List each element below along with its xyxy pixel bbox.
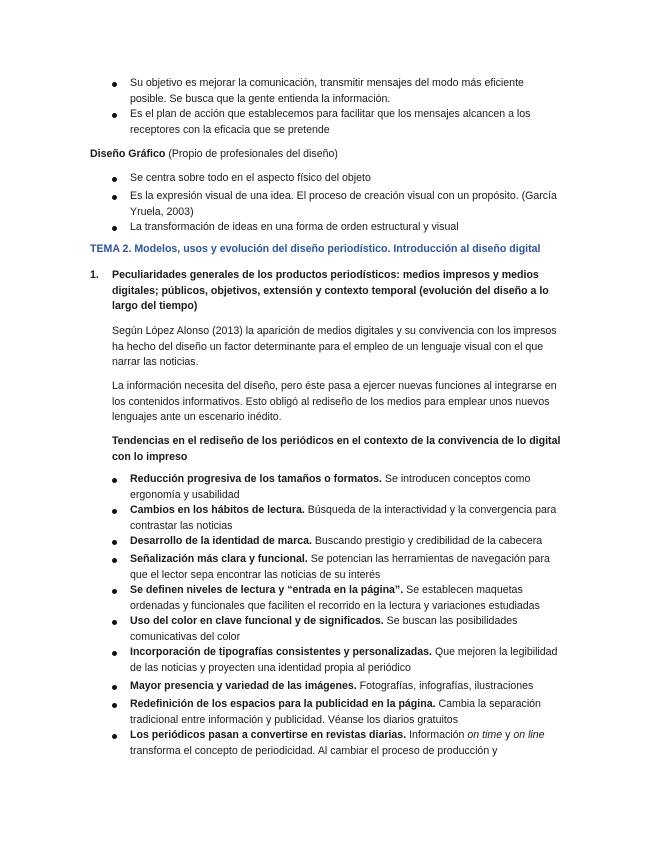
diseno-bullet-1: Se centra sobre todo en el aspecto físico del objeto [130, 172, 371, 184]
tema-heading: TEMA 2. Modelos, usos y evolución del diseño periodístico. Introducción al diseño digital [90, 243, 541, 255]
bullet [112, 177, 117, 182]
bullet [112, 82, 117, 87]
section-title: Peculiaridades generales de los productos periodísticos: medios impresos y medios digitales; públicos, objetivos, extensión y contexto temporal (evolución del diseño a lo largo del tiempo) [112, 269, 549, 313]
bullet [112, 540, 117, 545]
tendencia-item-9: Redefinición de los espacios para la publicidad en la página. Cambia la separación tradicional entre información y publicidad. Véanse los diarios gratuitos [130, 698, 541, 726]
tendencia-item-3: Desarrollo de la identidad de marca. Buscando prestigio y credibilidad de la cabecera [130, 535, 543, 547]
tendencia-item-7: Incorporación de tipografías consistentes y personalizadas. Que mejoren la legibilidad de las noticias y proyecten una identidad propia al periódico [130, 646, 558, 674]
tendencia-item-10: Los periódicos pasan a convertirse en revistas diarias. Información on time y on line transforma el concepto de periodicidad. Al cambiar el proceso de producción y [130, 729, 545, 757]
paragraph-1: Según López Alonso (2013) la aparición de medios digitales y su convivencia con los impresos ha hecho del diseño un factor determinante para el empleo de un lenguaje visual con el que narrar las noticias. [112, 325, 557, 369]
diseno-bullet-2: Es la expresión visual de una idea. El proceso de creación visual con un propósito. (García Yruela, 2003) [130, 190, 557, 218]
bullet [112, 478, 117, 483]
diseno-grafico-heading-line [90, 147, 570, 163]
tendencia-item-1: Reducción progresiva de los tamaños o formatos. Se introducen conceptos como ergonomía y usabilidad [130, 473, 531, 501]
tendencias-heading: Tendencias en el rediseño de los periódicos en el contexto de la convivencia de lo digital con lo impreso [112, 435, 561, 463]
intro-bullet-2: Es el plan de acción que establecemos para facilitar que los mensajes alcancen a los receptores con la eficacia que se pretende [130, 108, 531, 136]
diseno-grafico-heading: Diseño Gráfico [90, 148, 166, 160]
paragraph-2: La información necesita del diseño, pero éste pasa a ejercer nuevas funciones al integrarse en los contenidos informativos. Esto obligó al rediseño de los medios para emplear unos nuevos lenguajes ante un escenario inédito. [112, 380, 557, 424]
tendencia-item-2: Cambios en los hábitos de lectura. Búsqueda de la interactividad y la convergencia para contrastar las noticias [130, 504, 557, 532]
diseno-grafico-note: (Propio de profesionales del diseño) [168, 148, 338, 160]
tendencia-item-4: Señalización más clara y funcional. Se potencian las herramientas de navegación para que el lector sepa encontrar las noticias de su interés [130, 553, 550, 581]
bullet [112, 589, 117, 594]
bullet [112, 685, 117, 690]
bullet [112, 620, 117, 625]
bullet [112, 558, 117, 563]
bullet [112, 509, 117, 514]
bullet [112, 226, 117, 231]
section-number: 1. [90, 269, 99, 281]
bullet [112, 651, 117, 656]
diseno-bullet-3: La transformación de ideas en una forma de orden estructural y visual [130, 221, 459, 233]
bullet [112, 195, 117, 200]
bullet [112, 703, 117, 708]
tendencia-item-8: Mayor presencia y variedad de las imágenes. Fotografías, infografías, ilustraciones [130, 680, 534, 692]
tendencia-item-6: Uso del color en clave funcional y de significados. Se buscan las posibilidades comunicativas del color [130, 615, 518, 643]
bullet [112, 113, 117, 118]
tendencia-item-5: Se definen niveles de lectura y “entrada en la página”. Se establecen maquetas ordenadas y funcionales que faciliten el recorrido en la lectura y variaciones estudiadas [130, 584, 540, 612]
intro-bullet-1: Su objetivo es mejorar la comunicación, transmitir mensajes del modo más eficiente posible. Se busca que la gente entienda la información. [130, 77, 524, 105]
bullet [112, 734, 117, 739]
